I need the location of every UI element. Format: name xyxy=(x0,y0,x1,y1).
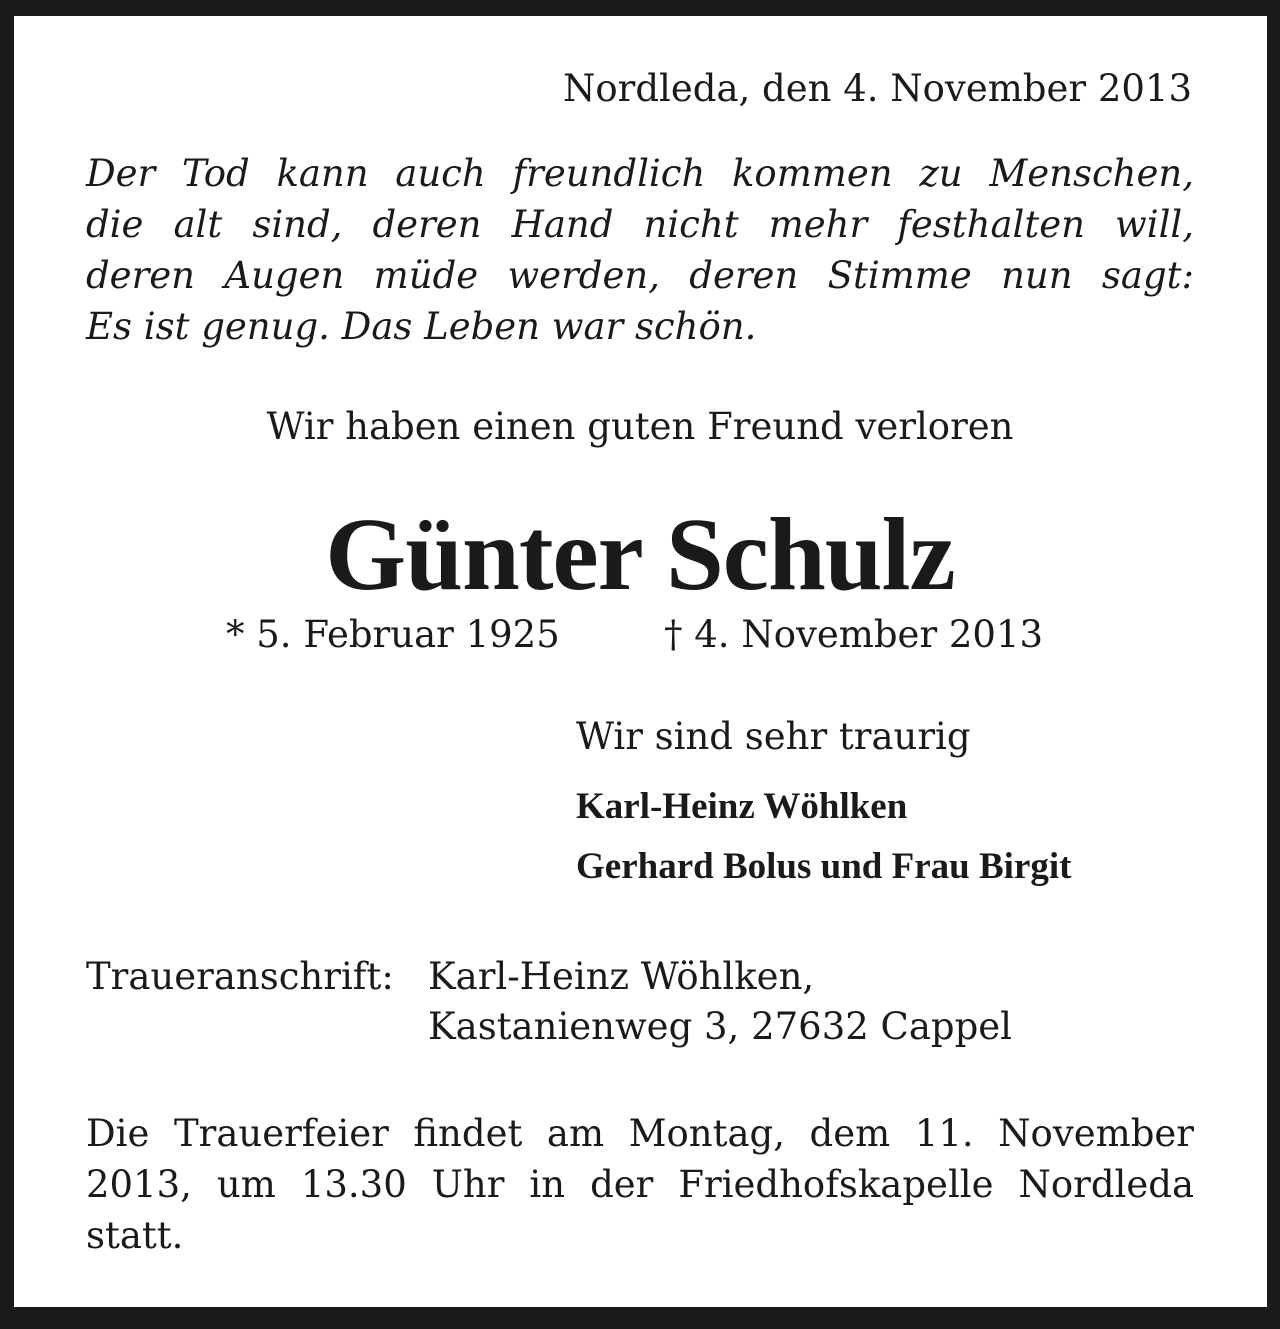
poem xyxy=(86,148,1194,352)
deceased-name: Günter Schulz xyxy=(325,497,955,612)
sadness-text: Wir sind sehr traurig xyxy=(576,715,971,758)
service-line: Die Trauerfeier findet am Montag, dem 11. November xyxy=(86,1112,1194,1155)
mourner-name: Gerhard Bolus und Frau Birgit xyxy=(576,846,1072,887)
poem-line: die alt sind, deren Hand nicht mehr festhalten will, xyxy=(86,203,1194,246)
service-line: statt. xyxy=(86,1214,184,1257)
intro-text: Wir haben einen guten Freund verloren xyxy=(266,405,1014,448)
poem-line: deren Augen müde werden, deren Stimme nun sagt: xyxy=(86,254,1194,297)
place-date: Nordleda, den 4. November 2013 xyxy=(563,67,1192,110)
birth-date: * 5. Februar 1925 xyxy=(226,613,560,656)
address-line: Kastanienweg 3, 27632 Cappel xyxy=(428,1005,1013,1048)
mourner-name: Karl-Heinz Wöhlken xyxy=(576,786,908,827)
poem-line: Es ist genug. Das Leben war schön. xyxy=(86,305,757,348)
service-line: 2013, um 13.30 Uhr in der Friedhofskapelle Nordleda xyxy=(86,1163,1194,1206)
address-line: Karl-Heinz Wöhlken, xyxy=(428,955,815,998)
address-label: Traueranschrift: xyxy=(86,955,394,998)
death-date: † 4. November 2013 xyxy=(664,613,1044,656)
poem-line: Der Tod kann auch freundlich kommen zu Menschen, xyxy=(86,152,1194,195)
service-info xyxy=(86,1108,1194,1261)
